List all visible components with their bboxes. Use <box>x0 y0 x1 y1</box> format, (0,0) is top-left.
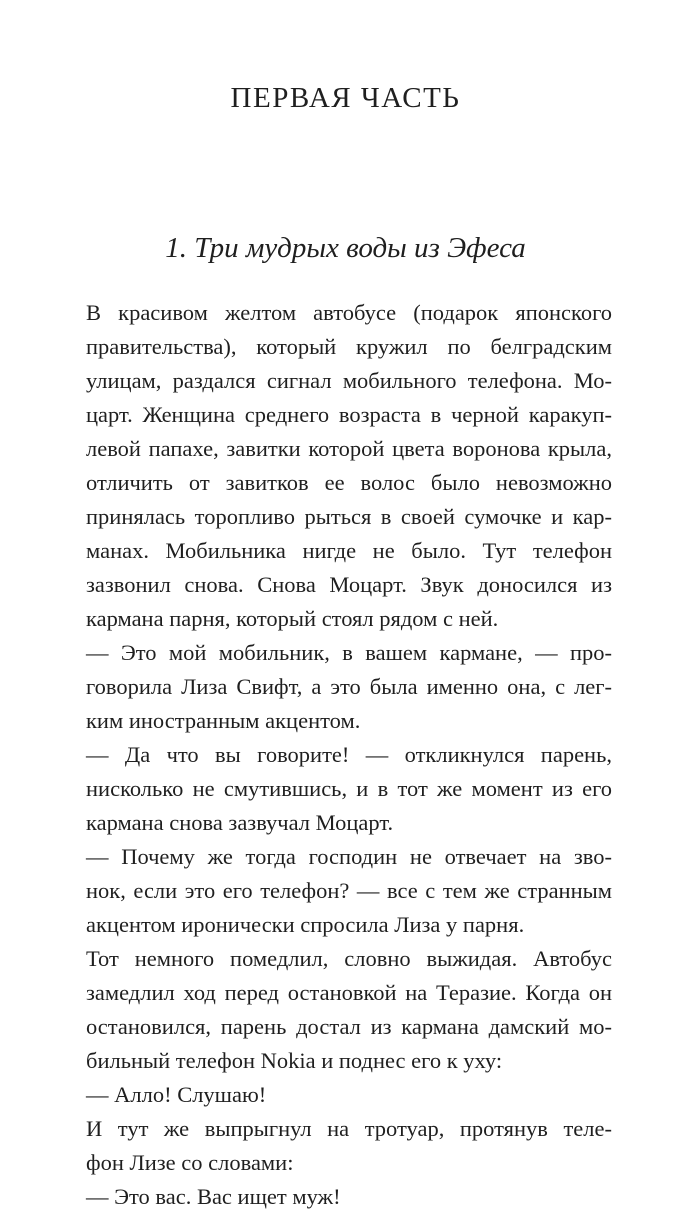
paragraph <box>86 942 612 1078</box>
paragraph <box>86 296 612 636</box>
text-line: нок, если это его телефон? — все с тем же странным <box>86 878 612 903</box>
text-line: остановился, парень достал из кармана дамский мо- <box>86 1014 612 1039</box>
text-line: акцентом иронически спросила Лиза у парня. <box>86 912 525 937</box>
text-line: бильный телефон Nokia и поднес его к уху: <box>86 1048 503 1073</box>
text-line: ким иностранным акцентом. <box>86 708 361 733</box>
chapter-title: 1. Три мудрых воды из Эфеса <box>165 232 526 264</box>
text-line: — Да что вы говорите! — откликнулся парень, <box>86 742 612 767</box>
text-line: — Это вас. Вас ищет муж! <box>86 1184 341 1209</box>
text-line: зазвонил снова. Снова Моцарт. Звук доносился из <box>86 572 612 597</box>
paragraph <box>86 1078 612 1112</box>
text-line: нисколько не смутившись, и в тот же момент из его <box>86 776 612 801</box>
text-line: говорила Лиза Свифт, а это была именно она, с лег- <box>86 674 612 699</box>
text-line: левой папахе, завитки которой цвета воронова крыла, <box>86 436 612 461</box>
paragraph <box>86 636 612 738</box>
paragraph <box>86 1112 612 1180</box>
text-line: — Почему же тогда господин не отвечает на зво- <box>86 844 612 869</box>
text-line: кармана снова зазвучал Моцарт. <box>86 810 394 835</box>
text-line: манах. Мобильника нигде не было. Тут телефон <box>86 538 612 563</box>
text-line: правительства), который кружил по белградским <box>86 334 612 359</box>
text-line: царт. Женщина среднего возраста в черной каракуп- <box>86 402 612 427</box>
text-line: отличить от завитков ее волос было невозможно <box>86 470 612 495</box>
paragraph <box>86 840 612 942</box>
text-line: И тут же выпрыгнул на тротуар, протянув теле- <box>86 1116 612 1141</box>
text-line: замедлил ход перед остановкой на Теразие. Когда он <box>86 980 612 1005</box>
text-line: кармана парня, который стоял рядом с ней. <box>86 606 499 631</box>
text-line: В красивом желтом автобусе (подарок японского <box>86 300 612 325</box>
text-line: фон Лизе со словами: <box>86 1150 294 1175</box>
text-line: улицам, раздался сигнал мобильного телефона. Мо- <box>86 368 612 393</box>
paragraph <box>86 1180 612 1214</box>
part-title: ПЕРВАЯ ЧАСТЬ <box>230 82 461 114</box>
text-line: принялась торопливо рыться в своей сумочке и кар- <box>86 504 612 529</box>
text-line: — Алло! Слушаю! <box>86 1082 267 1107</box>
chapter-body <box>86 296 612 1214</box>
text-line: Тот немного помедлил, словно выжидая. Автобус <box>86 946 612 971</box>
text-line: — Это мой мобильник, в вашем кармане, — про- <box>86 640 612 665</box>
paragraph <box>86 738 612 840</box>
